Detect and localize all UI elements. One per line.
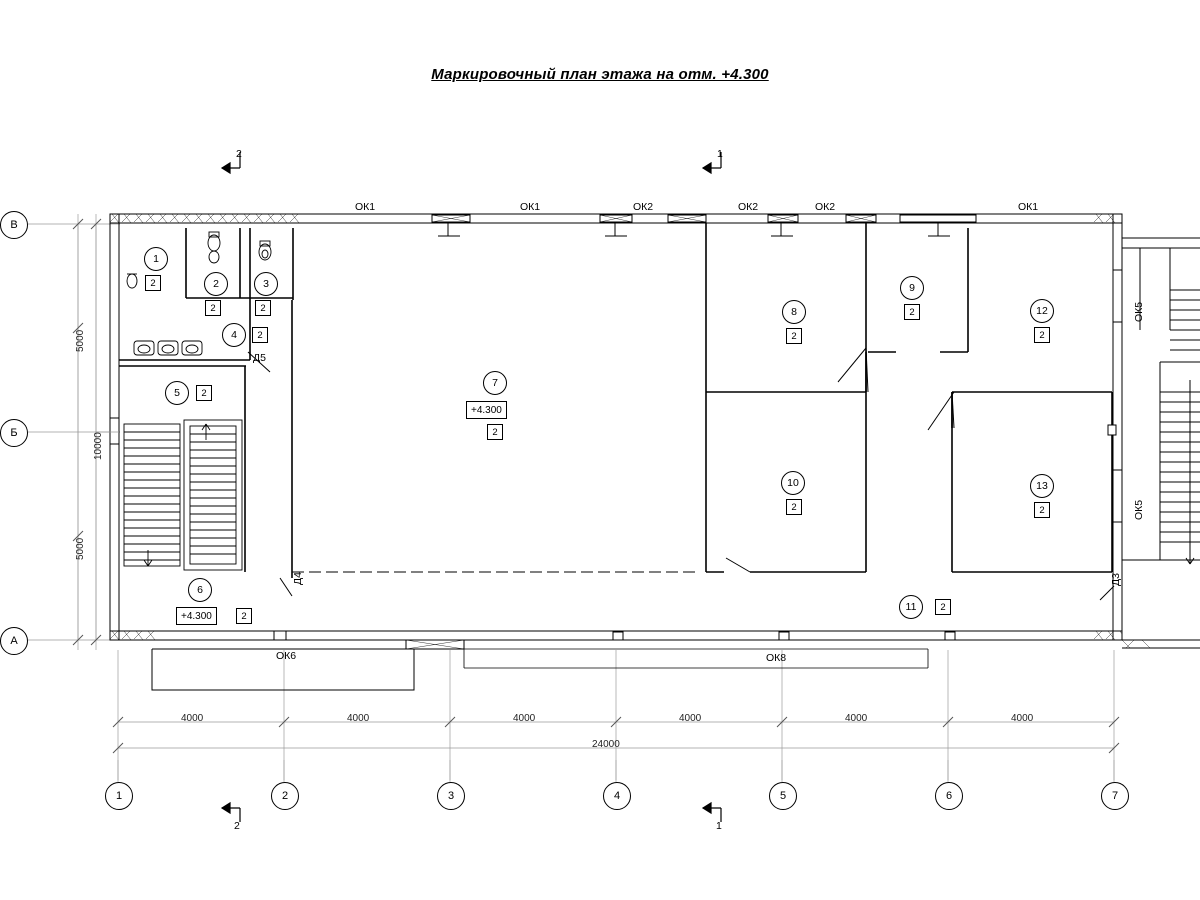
axis-bubble-v-3: А bbox=[0, 627, 28, 655]
room-number-8: 8 bbox=[782, 300, 806, 324]
room-finish-code-10: 2 bbox=[786, 499, 802, 515]
door-label-d3: Д3 bbox=[1110, 573, 1122, 586]
axis-bubble-h-6: 6 bbox=[935, 782, 963, 810]
dimension-horizontal-total: 24000 bbox=[592, 739, 620, 750]
room-finish-code-13: 2 bbox=[1034, 502, 1050, 518]
room-number-3: 3 bbox=[254, 272, 278, 296]
section-mark-1-bottom: 1 bbox=[716, 820, 722, 832]
room-finish-code-3: 2 bbox=[255, 300, 271, 316]
room-number-10: 10 bbox=[781, 471, 805, 495]
window-label-ok8: ОК8 bbox=[766, 652, 787, 664]
dimension-horizontal-4: 4000 bbox=[679, 713, 702, 724]
window-label-ok1-a: ОК1 bbox=[355, 201, 376, 213]
window-label-ok2-b: ОК2 bbox=[738, 201, 759, 213]
axis-bubble-h-7: 7 bbox=[1101, 782, 1129, 810]
page-title: Маркировочный план этажа на отм. +4.300 bbox=[431, 66, 769, 83]
room-number-4: 4 bbox=[222, 323, 246, 347]
room-finish-code-4: 2 bbox=[252, 327, 268, 343]
room-finish-code-8: 2 bbox=[786, 328, 802, 344]
dimension-horizontal-1: 4000 bbox=[181, 713, 204, 724]
room-finish-code-6: 2 bbox=[236, 608, 252, 624]
room-number-5: 5 bbox=[165, 381, 189, 405]
room-finish-code-5: 2 bbox=[196, 385, 212, 401]
room-level-6: +4.300 bbox=[176, 607, 217, 625]
axis-bubble-h-5: 5 bbox=[769, 782, 797, 810]
room-finish-code-9: 2 bbox=[904, 304, 920, 320]
dimension-horizontal-6: 4000 bbox=[1011, 713, 1034, 724]
room-number-7: 7 bbox=[483, 371, 507, 395]
window-label-ok2-c: ОК2 bbox=[815, 201, 836, 213]
dimension-horizontal-3: 4000 bbox=[513, 713, 536, 724]
axis-bubble-h-3: 3 bbox=[437, 782, 465, 810]
room-finish-code-2: 2 bbox=[205, 300, 221, 316]
window-label-ok5-b: ОК5 bbox=[1133, 499, 1145, 520]
door-label-d5: Д5 bbox=[253, 352, 266, 364]
door-label-d4: Д4 bbox=[292, 572, 304, 585]
room-number-1: 1 bbox=[144, 247, 168, 271]
window-label-ok1-b: ОК1 bbox=[520, 201, 541, 213]
dimension-vertical-1: 5000 bbox=[75, 329, 86, 352]
room-number-6: 6 bbox=[188, 578, 212, 602]
dimension-vertical-3: 5000 bbox=[75, 537, 86, 560]
room-finish-code-12: 2 bbox=[1034, 327, 1050, 343]
dimension-horizontal-2: 4000 bbox=[347, 713, 370, 724]
axis-bubble-h-1: 1 bbox=[105, 782, 133, 810]
section-mark-2-bottom: 2 bbox=[234, 820, 240, 832]
axis-bubble-v-2: Б bbox=[0, 419, 28, 447]
section-mark-1-top: 1 bbox=[717, 148, 723, 160]
axis-bubble-h-4: 4 bbox=[603, 782, 631, 810]
axis-bubble-h-2: 2 bbox=[271, 782, 299, 810]
room-finish-code-7: 2 bbox=[487, 424, 503, 440]
room-number-9: 9 bbox=[900, 276, 924, 300]
section-mark-2-top: 2 bbox=[236, 148, 242, 160]
room-number-12: 12 bbox=[1030, 299, 1054, 323]
room-finish-code-11: 2 bbox=[935, 599, 951, 615]
room-finish-code-1: 2 bbox=[145, 275, 161, 291]
room-level-7: +4.300 bbox=[466, 401, 507, 419]
room-number-11: 11 bbox=[899, 595, 923, 619]
room-number-13: 13 bbox=[1030, 474, 1054, 498]
axis-bubble-v-1: В bbox=[0, 211, 28, 239]
window-label-ok5-a: ОК5 bbox=[1133, 301, 1145, 322]
dimension-horizontal-5: 4000 bbox=[845, 713, 868, 724]
window-label-ok2-a: ОК2 bbox=[633, 201, 654, 213]
dimension-vertical-total: 10000 bbox=[93, 432, 104, 460]
window-label-ok1-c: ОК1 bbox=[1018, 201, 1039, 213]
room-number-2: 2 bbox=[204, 272, 228, 296]
window-label-ok6: ОК6 bbox=[276, 650, 297, 662]
